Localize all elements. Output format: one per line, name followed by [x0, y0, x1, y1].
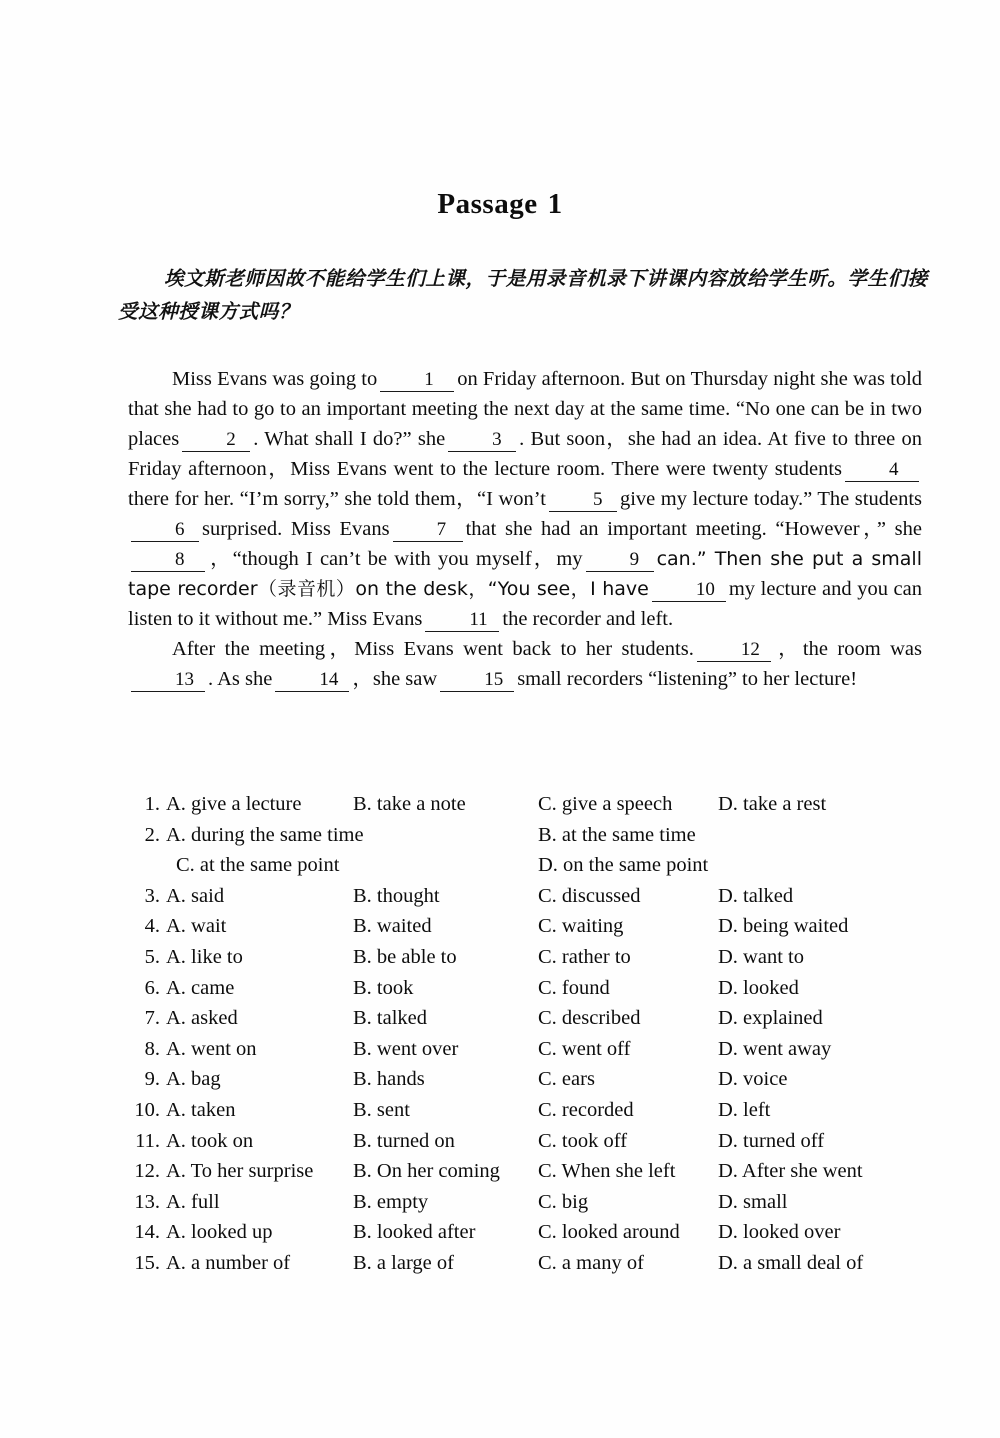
question-row	[126, 915, 926, 946]
question-row-continued	[126, 854, 926, 885]
option-b[interactable]: B. took	[353, 976, 414, 999]
question-number: 14.	[134, 1221, 160, 1244]
question-row	[126, 1099, 926, 1130]
question-row	[126, 946, 926, 977]
question-number: 1.	[144, 793, 160, 815]
blank-2[interactable]: 2	[182, 429, 250, 452]
option-a[interactable]: A. To her surprise	[166, 1160, 314, 1183]
option-c[interactable]: C. When she left	[538, 1160, 676, 1183]
option-b[interactable]: B. empty	[353, 1190, 429, 1213]
question-number: 15.	[134, 1251, 160, 1274]
option-a[interactable]: A. looked up	[166, 1221, 273, 1244]
option-d[interactable]: D. small	[718, 1190, 788, 1213]
passage-text: that she had an important meeting. “However，” she	[465, 518, 922, 540]
blank-8[interactable]: 8	[131, 549, 205, 572]
blank-7[interactable]: 7	[393, 519, 463, 542]
option-b[interactable]: B. waited	[353, 915, 432, 938]
question-number: 11.	[135, 1129, 160, 1152]
option-d[interactable]: D. voice	[718, 1068, 788, 1091]
question-row	[126, 1221, 926, 1252]
option-a[interactable]: A. like to	[166, 945, 243, 968]
option-a[interactable]: A. went on	[166, 1037, 257, 1060]
option-b[interactable]: B. turned on	[353, 1129, 455, 1152]
option-c[interactable]: C. found	[538, 976, 610, 999]
passage-text: . As she	[208, 668, 273, 690]
option-b[interactable]: B. talked	[353, 1007, 428, 1030]
blank-5[interactable]: 5	[549, 489, 617, 512]
option-c[interactable]: C. give a speech	[538, 793, 673, 815]
option-a[interactable]: A. came	[166, 976, 235, 999]
passage-paragraph-2	[128, 634, 922, 694]
option-a[interactable]: A. during the same time	[166, 823, 364, 846]
question-number: 6.	[144, 976, 160, 999]
option-c[interactable]: C. took off	[538, 1129, 628, 1152]
passage-text: Miss Evans was going to	[172, 368, 378, 390]
option-c[interactable]: C. went off	[538, 1037, 631, 1060]
option-a[interactable]: A. wait	[166, 915, 227, 938]
question-number: 10.	[134, 1098, 160, 1121]
question-row	[126, 1130, 926, 1161]
question-row	[126, 1252, 926, 1283]
option-b[interactable]: B. at the same time	[538, 823, 696, 846]
option-c[interactable]: C. at the same point	[176, 854, 340, 877]
passage-text: on Friday afternoon. But on Thursday night she was told that she had to go to an important meeting the next day at the same time. “No one can be in two places	[128, 368, 923, 450]
option-d[interactable]: D. being waited	[718, 915, 849, 938]
blank-3[interactable]: 3	[448, 429, 516, 452]
blank-4[interactable]: 4	[845, 459, 919, 482]
passage-text: surprised. Miss Evans	[202, 518, 390, 540]
option-d[interactable]: D. talked	[718, 884, 794, 907]
option-b[interactable]: B. On her coming	[353, 1160, 500, 1183]
blank-1[interactable]: 1	[380, 369, 454, 392]
blank-10[interactable]: 10	[652, 579, 726, 602]
option-b[interactable]: B. sent	[353, 1098, 410, 1121]
question-row	[126, 793, 926, 824]
option-c[interactable]: C. recorded	[538, 1098, 634, 1121]
option-d[interactable]: D. went away	[718, 1037, 832, 1060]
option-a[interactable]: A. a number of	[166, 1251, 291, 1274]
option-d[interactable]: D. take a rest	[718, 793, 827, 815]
option-c[interactable]: C. big	[538, 1190, 589, 1213]
passage-paragraph-1	[128, 364, 922, 634]
passage-text: there for her. “I’m sorry,” she told them，“I won’t	[128, 488, 546, 510]
question-row	[126, 1191, 926, 1222]
option-a[interactable]: A. said	[166, 884, 225, 907]
option-a[interactable]: A. took on	[166, 1129, 254, 1152]
option-b[interactable]: B. hands	[353, 1068, 425, 1091]
option-b[interactable]: B. a large of	[353, 1251, 454, 1274]
option-a[interactable]: A. bag	[166, 1068, 221, 1091]
option-d[interactable]: D. want to	[718, 945, 804, 968]
option-c[interactable]: C. looked around	[538, 1221, 680, 1244]
question-number: 4.	[144, 915, 160, 938]
blank-6[interactable]: 6	[131, 519, 199, 542]
question-options-list	[126, 793, 926, 1283]
option-d[interactable]: D. turned off	[718, 1129, 825, 1152]
blank-12[interactable]: 12	[697, 639, 771, 662]
option-c[interactable]: C. described	[538, 1007, 641, 1030]
option-d[interactable]: D. left	[718, 1098, 771, 1121]
page-title	[0, 188, 1000, 221]
page-title-label: Passage	[437, 188, 538, 220]
passage-text: . What shall I do?” she	[253, 428, 446, 450]
question-number: 9.	[144, 1068, 160, 1091]
option-c[interactable]: C. ears	[538, 1068, 595, 1091]
passage-text: my lecture and you can listen to it without me.” Miss Evans	[128, 578, 922, 630]
option-b[interactable]: B. be able to	[353, 945, 457, 968]
option-d[interactable]: D. explained	[718, 1007, 823, 1030]
option-b[interactable]: B. take a note	[353, 793, 466, 815]
passage-text: ，the room was	[773, 638, 922, 660]
question-row	[126, 1007, 926, 1038]
option-c[interactable]: C. discussed	[538, 884, 641, 907]
option-d[interactable]: D. on the same point	[538, 854, 709, 877]
question-row	[126, 1038, 926, 1069]
question-number: 5.	[144, 945, 160, 968]
passage-text: After the meeting，Miss Evans went back to her students.	[172, 638, 694, 660]
option-d[interactable]: D. After she went	[718, 1160, 863, 1183]
question-number: 8.	[144, 1037, 160, 1060]
question-number: 3.	[144, 884, 160, 907]
option-b[interactable]: B. went over	[353, 1037, 459, 1060]
question-row	[126, 885, 926, 916]
passage-text: ，she saw	[352, 668, 438, 690]
question-number: 7.	[144, 1007, 160, 1030]
blank-13[interactable]: 13	[131, 669, 205, 692]
question-row	[126, 1160, 926, 1191]
lead-in-paragraph: 埃文斯老师因故不能给学生们上课，于是用录音机录下讲课内容放给学生听。学生们接受这种授课方式吗？	[118, 267, 928, 323]
option-a[interactable]: A. give a lecture	[166, 793, 302, 815]
option-b[interactable]: B. thought	[353, 884, 440, 907]
passage-text: give my lecture today.” The students	[619, 488, 922, 510]
passage-text: can.” Then she put a small tape recorder（录音机）on the desk，“You see，I have	[128, 548, 922, 600]
blank-14[interactable]: 14	[275, 669, 349, 692]
question-number: 2.	[144, 823, 160, 846]
question-number: 13.	[134, 1190, 160, 1213]
option-a[interactable]: A. asked	[166, 1007, 238, 1030]
passage-text: small recorders “listening” to her lecture!	[517, 668, 858, 690]
option-c[interactable]: C. a many of	[538, 1251, 644, 1274]
page-title-number: 1	[547, 188, 563, 220]
blank-11[interactable]: 11	[425, 609, 499, 632]
option-d[interactable]: D. looked	[718, 976, 799, 999]
blank-15[interactable]: 15	[440, 669, 514, 692]
option-c[interactable]: C. rather to	[538, 945, 631, 968]
option-a[interactable]: A. full	[166, 1190, 220, 1213]
option-d[interactable]: D. a small deal of	[718, 1251, 864, 1274]
question-row	[126, 977, 926, 1008]
option-b[interactable]: B. looked after	[353, 1221, 476, 1244]
option-d[interactable]: D. looked over	[718, 1221, 841, 1244]
passage-text: the recorder and left.	[502, 608, 674, 630]
passage-text: ，“though I can’t be with you myself，my	[208, 548, 583, 570]
option-c[interactable]: C. waiting	[538, 915, 624, 938]
passage-text: . But soon，she had an idea. At five to three on Friday afternoon，Miss Evans went to the lecture room. There were twenty students	[128, 428, 923, 480]
question-row	[126, 824, 926, 855]
question-number: 12.	[134, 1160, 160, 1183]
question-row	[126, 1068, 926, 1099]
passage-body	[128, 364, 922, 694]
option-a[interactable]: A. taken	[166, 1098, 236, 1121]
blank-9[interactable]: 9	[586, 549, 654, 572]
